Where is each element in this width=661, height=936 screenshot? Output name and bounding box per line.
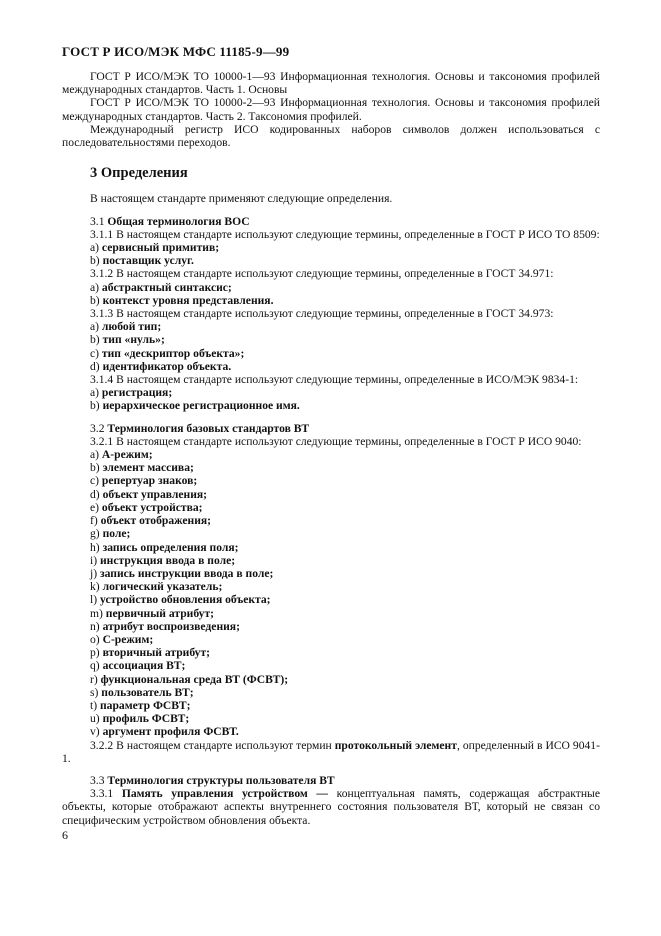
clause-number: 3.3.1 (90, 787, 114, 801)
term: пользователь ВТ; (101, 685, 194, 699)
reference-1: ГОСТ Р ИСО/МЭК ТО 10000-1—93 Информационная технология. Основы и таксономия профилей международных стандартов. Часть 1. Основы (62, 70, 600, 97)
list-marker: d) (90, 487, 100, 501)
list-marker: u) (90, 712, 100, 726)
list-3-1-2 (62, 281, 600, 307)
subsection-3-2-heading (90, 422, 600, 435)
definition-text: концептуальная память, содержащая абстрактные объекты, которые отображают аспекты внутреннего состояния пользователя ВТ, который не связан со специфическим устройством обновления объекта. (62, 787, 600, 827)
term: А-режим; (101, 448, 153, 462)
term: логический указатель; (102, 580, 223, 594)
list-marker: d) (90, 359, 100, 373)
term: профиль ФСВТ; (102, 712, 190, 726)
list-marker: s) (90, 685, 99, 699)
list-item (90, 659, 600, 672)
list-marker: n) (90, 619, 100, 633)
list-item (90, 448, 600, 461)
list-item (90, 399, 600, 412)
list-item (90, 554, 600, 567)
term: тип «дескриптор объекта»; (101, 346, 245, 360)
list-marker: b) (90, 293, 100, 307)
paragraph-3-1-4: 3.1.4 В настоящем стандарте используют следующие термины, определенные в ИСО/МЭК 9834-1: (90, 373, 579, 387)
subsection-3-3-heading (90, 774, 600, 787)
list-item (90, 488, 600, 501)
list-marker: h) (90, 540, 100, 554)
list-marker: k) (90, 580, 100, 594)
list-item (90, 241, 600, 254)
reference-3: Международный регистр ИСО кодированных наборов символов должен использоваться с последовательностями переходов. (62, 122, 600, 150)
term: функциональная среда ВТ (ФСВТ); (100, 672, 289, 686)
list-item (90, 607, 600, 620)
term: атрибут воспроизведения; (102, 619, 240, 633)
list-marker: p) (90, 646, 100, 660)
list-item (90, 386, 600, 399)
list-marker: a) (90, 386, 100, 400)
subsection-number: 3.2 (90, 421, 105, 435)
list-marker: c) (90, 346, 100, 360)
subsection-3-1-heading (90, 215, 600, 228)
reference-2: ГОСТ Р ИСО/МЭК ТО 10000-2—93 Информационная технология. Основы и таксономия профилей международных стандартов. Часть 2. Таксономия профилей. (62, 96, 600, 123)
list-marker: t) (90, 698, 98, 712)
list-marker: a) (90, 448, 100, 462)
list-marker: l) (90, 593, 98, 607)
term: контекст уровня представления. (102, 293, 274, 307)
list-marker: e) (90, 500, 100, 514)
paragraph-3-1-3: 3.1.3 В настоящем стандарте используют следующие термины, определенные в ГОСТ 34.973: (90, 307, 554, 321)
list-item (90, 254, 600, 267)
subsection-number: 3.3 (90, 773, 105, 787)
list-item (90, 514, 600, 527)
list-item (90, 673, 600, 686)
list-marker: b) (90, 333, 100, 347)
list-item (90, 294, 600, 307)
defined-term: Память управления устройством — (121, 787, 329, 801)
term: запись инструкции ввода в поле; (100, 566, 274, 580)
term: поле; (102, 527, 131, 541)
list-item (90, 501, 600, 514)
paragraph-3-2-2 (62, 739, 600, 765)
term: регистрация; (101, 386, 173, 400)
list-item (90, 699, 600, 712)
term: элемент массива; (102, 461, 194, 475)
list-3-1-3 (62, 320, 600, 373)
text-fragment: 3.2.2 В настоящем стандарте используют термин (90, 738, 335, 752)
term: объект устройства; (101, 500, 203, 514)
list-item (90, 686, 600, 699)
subsection-title: Терминология базовых стандартов ВТ (107, 421, 310, 435)
list-item (90, 620, 600, 633)
subsection-number: 3.1 (90, 214, 105, 228)
term: сервисный примитив; (101, 241, 220, 255)
paragraph-3-2-1: 3.2.1 В настоящем стандарте используют следующие термины, определенные в ГОСТ Р ИСО 9040: (90, 434, 582, 448)
term: ассоциация ВТ; (102, 659, 186, 673)
list-marker: r) (90, 672, 98, 686)
term: абстрактный синтаксис; (101, 280, 232, 294)
section-intro: В настоящем стандарте применяют следующие определения. (90, 192, 393, 206)
list-item (90, 360, 600, 373)
list-marker: m) (90, 606, 103, 620)
list-marker: f) (90, 514, 98, 528)
list-marker: g) (90, 527, 100, 541)
list-item (90, 712, 600, 725)
term: репертуар знаков; (101, 474, 198, 488)
list-item (90, 474, 600, 487)
list-item (90, 633, 600, 646)
list-marker: v) (90, 725, 100, 739)
term: любой тип; (101, 320, 162, 334)
term: объект управления; (102, 487, 208, 501)
list-3-1-1 (62, 241, 600, 267)
term: аргумент профиля ФСВТ. (102, 725, 239, 739)
term: идентификатор объекта. (102, 359, 232, 373)
defined-term: протокольный элемент (334, 738, 457, 752)
term: тип «нуль»; (102, 333, 165, 347)
subsection-title: Терминология структуры пользователя ВТ (107, 773, 335, 787)
list-item (90, 567, 600, 580)
term: инструкция ввода в поле; (100, 553, 236, 567)
page-number: 6 (62, 828, 68, 842)
list-item (90, 580, 600, 593)
list-marker: j) (90, 566, 98, 580)
list-marker: a) (90, 241, 100, 255)
term: параметр ФСВТ; (100, 698, 191, 712)
list-marker: o) (90, 632, 100, 646)
list-3-2-1 (62, 448, 600, 738)
list-marker: b) (90, 399, 100, 413)
term: поставщик услуг. (102, 254, 194, 268)
term: запись определения поля; (102, 540, 239, 554)
term: объект отображения; (100, 514, 212, 528)
document-header: ГОСТ Р ИСО/МЭК МФС 11185-9—99 (62, 44, 290, 59)
paragraph-3-1-2: 3.1.2 В настоящем стандарте используют следующие термины, определенные в ГОСТ 34.971: (90, 267, 554, 281)
term: иерархическое регистрационное имя. (102, 399, 300, 413)
list-item (90, 461, 600, 474)
list-marker: i) (90, 553, 98, 567)
list-marker: b) (90, 461, 100, 475)
text-fragment: , определенный в ИСО 9041-1. (62, 738, 600, 765)
list-3-1-4 (62, 386, 600, 412)
list-item (90, 725, 600, 738)
list-item (90, 527, 600, 540)
paragraph-3-3-1 (62, 787, 600, 827)
paragraph-3-1-1: 3.1.1 В настоящем стандарте используют следующие термины, определенные в ГОСТ Р ИСО ТО 8509: (90, 227, 600, 241)
list-item (90, 281, 600, 294)
term: устройство обновления объекта; (100, 593, 271, 607)
subsection-title: Общая терминология ВОС (107, 214, 250, 228)
page-content (62, 70, 600, 827)
term: С-режим; (102, 632, 154, 646)
term: вторичный атрибут; (102, 646, 211, 660)
list-item (90, 333, 600, 346)
list-item (90, 541, 600, 554)
list-marker: c) (90, 474, 100, 488)
list-marker: b) (90, 254, 100, 268)
list-marker: a) (90, 320, 100, 334)
section-title: 3 Определения (90, 165, 188, 182)
list-item (90, 593, 600, 606)
term: первичный атрибут; (105, 606, 215, 620)
list-item (90, 347, 600, 360)
list-item (90, 646, 600, 659)
list-item (90, 320, 600, 333)
list-marker: q) (90, 659, 100, 673)
list-marker: a) (90, 280, 100, 294)
